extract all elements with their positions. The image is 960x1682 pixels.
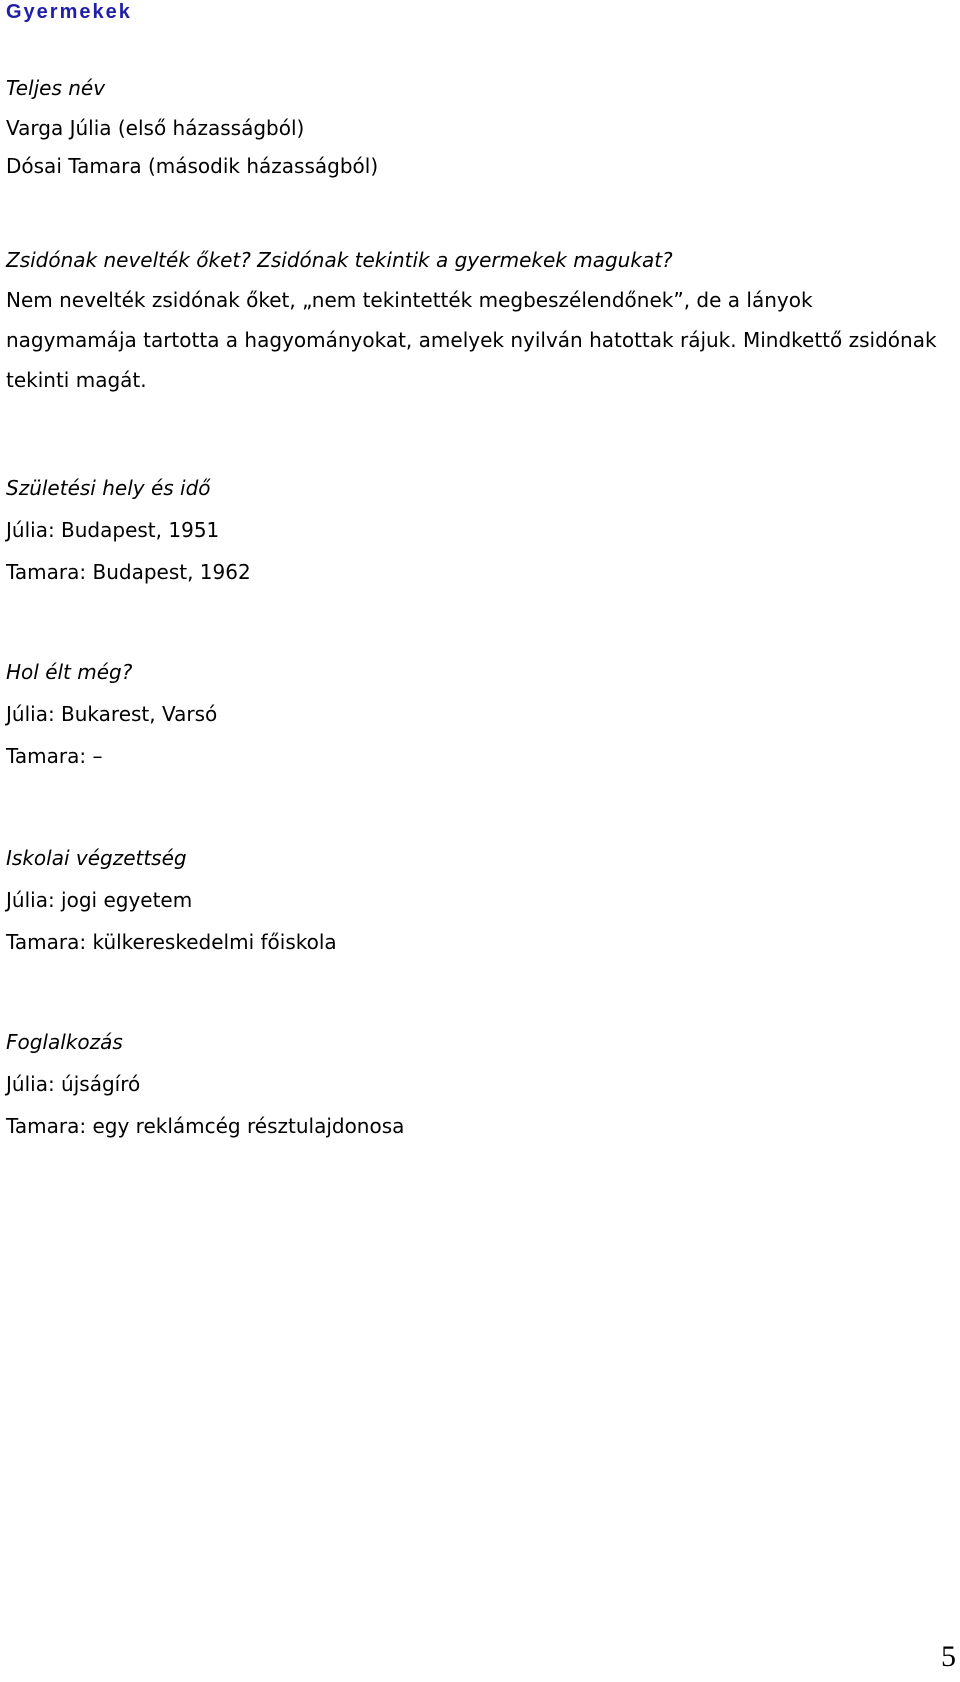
question-lived-elsewhere: Hol élt még? — [6, 660, 133, 684]
answer-line: Júlia: jogi egyetem — [6, 888, 193, 912]
question-full-name: Teljes név — [6, 76, 106, 100]
answer-line: Tamara: külkereskedelmi főiskola — [6, 930, 337, 954]
answer-line: Tamara: Budapest, 1962 — [6, 560, 251, 584]
answer-line: Varga Júlia (első házasságból) — [6, 116, 305, 140]
question-occupation: Foglalkozás — [6, 1030, 123, 1054]
answer-line: Tamara: egy reklámcég résztulajdonosa — [6, 1114, 405, 1138]
answer-line: Tamara: – — [6, 744, 103, 768]
answer-line: Júlia: Bukarest, Varsó — [6, 702, 218, 726]
answer-paragraph: Nem nevelték zsidónak őket, „nem tekintették megbeszélendőnek”, de a lányok nagymamája tartotta a hagyományokat, amelyek nyilván hatottak rájuk. Mindkettő zsidónak tekinti magát. — [6, 288, 937, 392]
answer-line: Dósai Tamara (második házasságból) — [6, 154, 379, 178]
question-birth: Születési hely és idő — [6, 476, 211, 500]
section-heading: Gyermekek — [6, 1, 132, 23]
question-jewish-upbringing: Zsidónak nevelték őket? Zsidónak tekintik a gyermekek magukat? — [6, 248, 673, 272]
answer-line: Júlia: Budapest, 1951 — [6, 518, 220, 542]
question-education: Iskolai végzettség — [6, 846, 187, 870]
answer-line: Júlia: újságíró — [6, 1072, 141, 1096]
page-number: 5 — [941, 1640, 956, 1673]
